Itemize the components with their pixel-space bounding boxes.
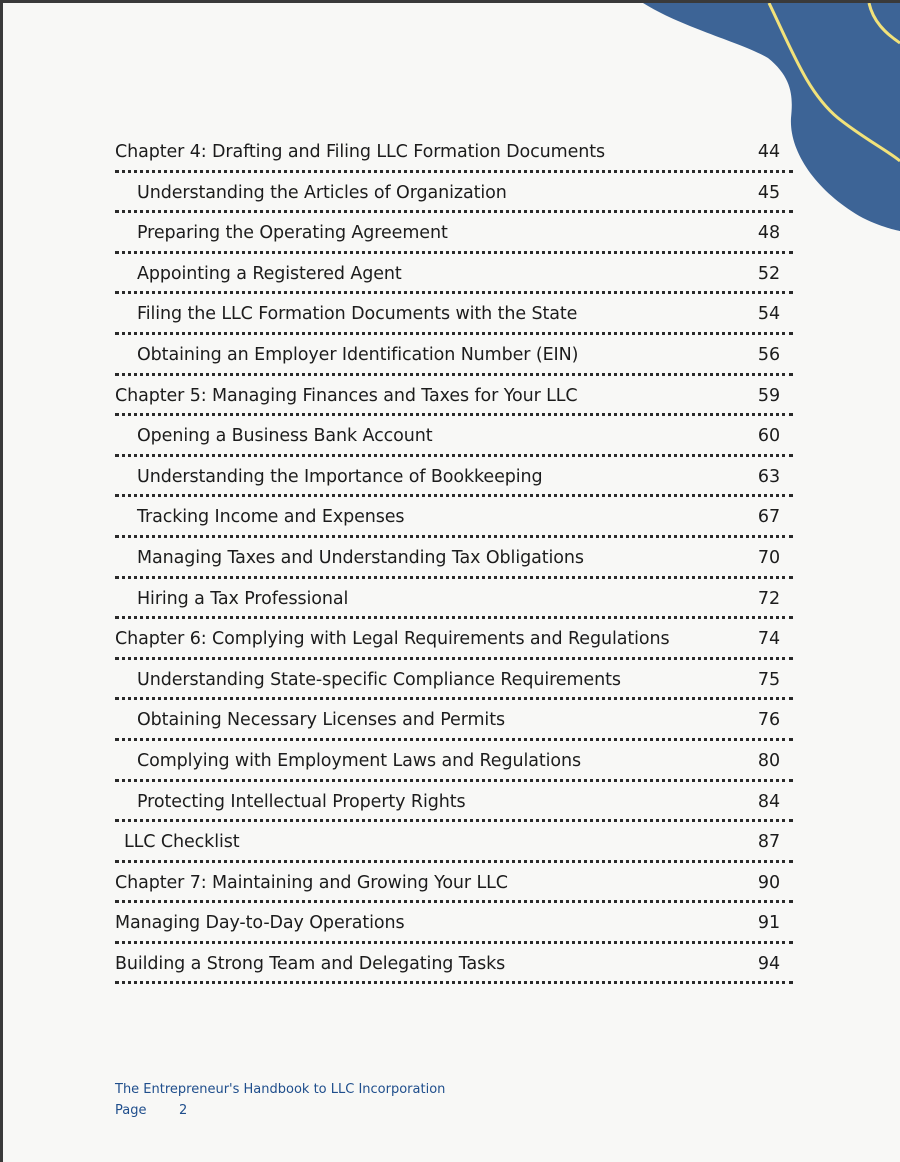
toc-entry-page-number: 63 (757, 466, 780, 487)
toc-entry-chapter[interactable] (115, 619, 793, 660)
toc-entry-section[interactable] (115, 294, 793, 335)
toc-entry-page-number: 74 (757, 629, 780, 650)
toc-entry-page-number: 91 (757, 913, 780, 934)
toc-entry-title: Building a Strong Team and Delegating Tasks (115, 953, 506, 974)
toc-entry-page-number: 94 (757, 953, 780, 974)
toc-entry-title: Tracking Income and Expenses (137, 507, 405, 528)
toc-entry-title: Filing the LLC Formation Documents with the State (137, 304, 578, 325)
toc-entry-chapter[interactable] (115, 132, 793, 173)
toc-entry-section[interactable] (115, 254, 793, 295)
toc-entry-page-number: 54 (757, 304, 780, 325)
toc-entry-chapter[interactable] (115, 903, 793, 944)
toc-entry-section[interactable] (115, 416, 793, 457)
toc-entry-title: LLC Checklist (124, 832, 240, 853)
toc-entry-title: Understanding the Articles of Organization (137, 182, 507, 203)
toc-entry-title: Obtaining an Employer Identification Number (EIN) (137, 344, 579, 365)
footer-page-label: Page (115, 1103, 147, 1118)
toc-entry-section[interactable] (115, 457, 793, 498)
toc-entry-page-number: 70 (757, 547, 780, 568)
toc-entry-section[interactable] (115, 700, 793, 741)
toc-entry-page-number: 87 (757, 832, 780, 853)
toc-entry-title: Chapter 4: Drafting and Filing LLC Formation Documents (115, 142, 606, 162)
toc-entry-page-number: 60 (757, 426, 780, 447)
toc-entry-section[interactable] (115, 782, 793, 823)
toc-entry-title: Appointing a Registered Agent (137, 263, 402, 284)
toc-entry-page-number: 80 (757, 750, 780, 771)
toc-entry-title: Understanding the Importance of Bookkeeping (137, 466, 543, 487)
toc-entry-chapter[interactable] (115, 376, 793, 417)
toc-entry-title: Chapter 7: Maintaining and Growing Your LLC (115, 872, 508, 893)
toc-entry-section[interactable] (115, 213, 793, 254)
toc-entry-page-number: 56 (757, 344, 780, 365)
toc-entry-title: Hiring a Tax Professional (137, 588, 349, 609)
toc-entry-page-number: 72 (757, 588, 780, 609)
page-footer (115, 1082, 445, 1124)
toc-entry-page-number: 90 (757, 872, 780, 893)
toc-entry-section[interactable] (115, 173, 793, 214)
toc-entry-page-number: 45 (757, 182, 780, 203)
footer-book-title: The Entrepreneur's Handbook to LLC Incorporation (115, 1082, 446, 1097)
toc-entry-section[interactable] (115, 579, 793, 620)
toc-entry-page-number: 48 (757, 223, 780, 244)
toc-entry-title: Chapter 6: Complying with Legal Requirements and Regulations (115, 629, 670, 650)
toc-entry-section[interactable] (115, 660, 793, 701)
footer-page-info (115, 1103, 445, 1124)
toc-entry-section[interactable] (115, 335, 793, 376)
toc-entry-chapter[interactable] (115, 863, 793, 904)
toc-entry-page-number: 75 (757, 669, 780, 690)
toc-entry-title: Opening a Business Bank Account (137, 426, 433, 447)
toc-entry-page-number: 76 (757, 710, 780, 731)
toc-entry-title: Understanding State-specific Compliance Requirements (137, 669, 621, 690)
toc-entry-title: Preparing the Operating Agreement (137, 223, 448, 244)
toc-entry-chapter[interactable] (115, 944, 793, 985)
toc-entry-page-number: 52 (757, 263, 780, 284)
toc-entry-section[interactable] (115, 497, 793, 538)
toc-entry-section[interactable] (115, 741, 793, 782)
table-of-contents (115, 132, 793, 984)
toc-entry-title: Obtaining Necessary Licenses and Permits (137, 710, 505, 731)
toc-entry-page-number: 84 (757, 791, 780, 812)
toc-entry-page-number: 67 (757, 507, 780, 528)
toc-entry-section[interactable] (115, 538, 793, 579)
toc-entry-title: Managing Day-to-Day Operations (115, 913, 405, 934)
toc-entry-checklist[interactable] (115, 822, 793, 863)
footer-page-number: 2 (179, 1103, 188, 1118)
document-page (3, 3, 900, 1162)
toc-entry-title: Protecting Intellectual Property Rights (137, 791, 466, 812)
toc-entry-title: Chapter 5: Managing Finances and Taxes for Your LLC (115, 385, 578, 406)
toc-entry-title: Managing Taxes and Understanding Tax Obligations (137, 547, 584, 568)
toc-entry-page-number: 59 (757, 385, 780, 406)
toc-entry-page-number: 44 (757, 142, 780, 162)
toc-entry-title: Complying with Employment Laws and Regulations (137, 750, 582, 771)
